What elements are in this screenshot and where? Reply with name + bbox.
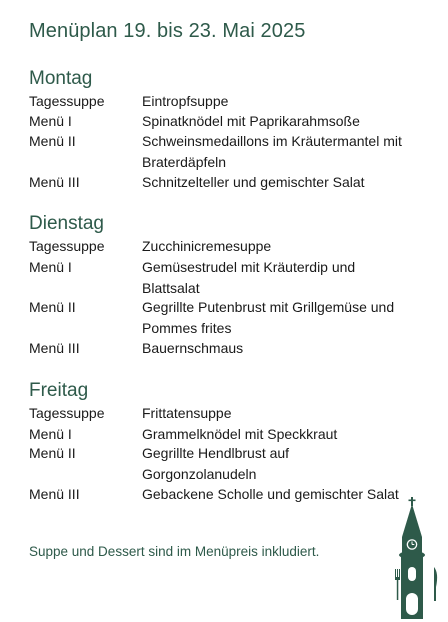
menu-dish: Gemüsestrudel mit Kräuterdip und Blattsalat	[142, 259, 356, 296]
menu-dish: Grammelknödel mit Speckkraut	[142, 426, 338, 442]
menu-label: Menü I	[29, 426, 72, 442]
menu-dish: Schnitzelteller und gemischter Salat	[142, 174, 365, 190]
day-heading-dienstag: Dienstag	[29, 213, 104, 234]
menu-dish: Gegrillte Hendlbrust auf Gorgonzolanudeln	[142, 445, 290, 482]
menu-label: Menü III	[29, 340, 80, 356]
footer-note: Suppe und Dessert sind im Menüpreis inkludiert.	[29, 544, 320, 559]
menu-label: Menü II	[29, 445, 76, 461]
menu-label: Tagessuppe	[29, 405, 105, 421]
menu-dish: Frittatensuppe	[142, 405, 232, 421]
menu-label: Menü I	[29, 259, 72, 275]
menu-label: Menü III	[29, 486, 80, 502]
menu-label: Tagessuppe	[29, 93, 105, 109]
menu-label: Tagessuppe	[29, 238, 105, 254]
menu-dish: Bauernschmaus	[142, 340, 244, 356]
menu-dish: Spinatknödel mit Paprikarahmsoße	[142, 113, 360, 129]
day-heading-freitag: Freitag	[29, 380, 89, 401]
menu-label: Menü II	[29, 299, 76, 315]
menu-dish: Zucchinicremesuppe	[142, 238, 272, 254]
menu-label: Menü II	[29, 133, 76, 149]
page-title: Menüplan 19. bis 23. Mai 2025	[29, 20, 306, 42]
church-tower-cutlery-icon	[394, 497, 442, 619]
menu-dish: Eintropfsuppe	[142, 93, 229, 109]
menu-dish: Schweinsmedaillons im Kräutermantel mit Braterdäpfeln	[142, 133, 402, 170]
menu-label: Menü I	[29, 113, 72, 129]
menu-dish: Gegrillte Putenbrust mit Grillgemüse und Pommes frites	[142, 299, 395, 336]
menu-dish: Gebackene Scholle und gemischter Salat	[142, 486, 399, 502]
menu-label: Menü III	[29, 174, 80, 190]
day-heading-montag: Montag	[29, 68, 93, 89]
